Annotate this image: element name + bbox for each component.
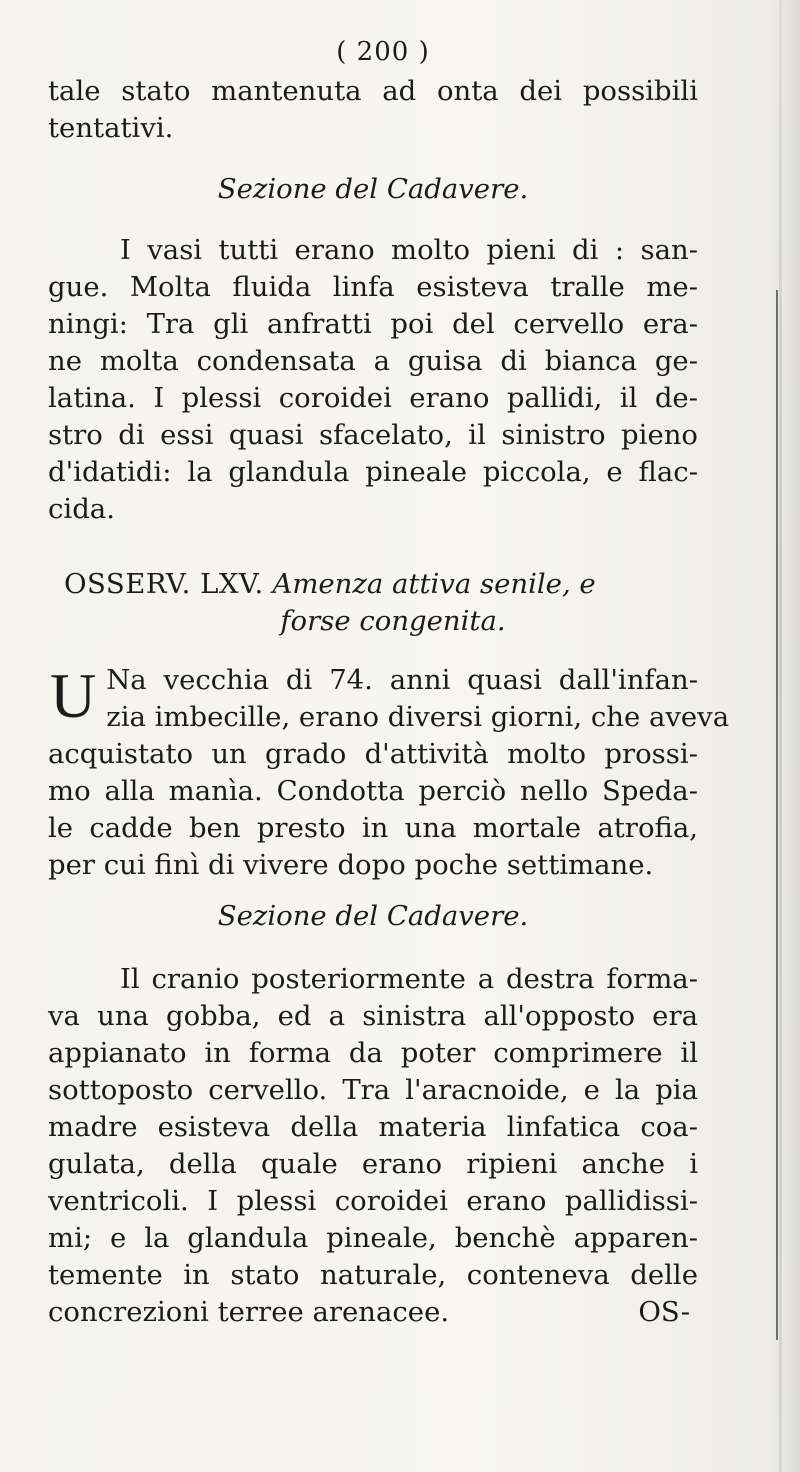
page-number: ( 200 )	[336, 37, 430, 67]
text-line: ningi: Tra gli anfratti poi del cervello era-	[48, 308, 698, 340]
page-fold	[779, 0, 782, 1472]
text-line: per cui finì di vivere dopo poche settimane.	[48, 849, 654, 881]
observation-number: OSSERV. LXV.	[64, 568, 264, 600]
text-line: stro di essi quasi sfacelato, il sinistro pieno	[48, 419, 698, 451]
text-line: d'idatidi: la glandula pineale piccola, e flac-	[48, 456, 698, 488]
observation-title-line-1: Amenza attiva senile, e	[272, 568, 596, 600]
catchword: OS-	[638, 1296, 690, 1328]
paragraph-body-3	[48, 961, 698, 1331]
text-line: appianato in forma da poter comprimere il	[48, 1037, 698, 1069]
page-text	[48, 34, 730, 1331]
text-line: va una gobba, ed a sinistra all'opposto era	[48, 1000, 698, 1032]
text-line: gulata, della quale erano ripieni anche i	[48, 1148, 698, 1180]
text-line: zia imbecille, erano diversi giorni, che aveva	[106, 701, 730, 733]
paragraph-body-1	[48, 232, 698, 528]
last-line	[48, 1294, 698, 1331]
text-line: mo alla manìa. Condotta perciò nello Speda-	[48, 775, 698, 807]
text-line: temente in stato naturale, conteneva delle	[48, 1259, 698, 1291]
text-line: Na vecchia di 74. anni quasi dall'infan-	[106, 664, 698, 696]
observation-title	[48, 566, 698, 640]
observation-title-line-2: forse congenita.	[280, 605, 506, 637]
section-heading: Sezione del Cadavere.	[217, 900, 529, 932]
text-line: gue. Molta fluida linfa esisteva tralle me-	[48, 271, 698, 303]
text-line: le cadde ben presto in una mortale atrofia,	[48, 812, 698, 844]
text-line: ventricoli. I plessi coroidei erano pallidissi-	[48, 1185, 698, 1217]
text-line: I vasi tutti erano molto pieni di : san-	[120, 234, 698, 266]
text-line: tentativi.	[48, 112, 174, 144]
page-edge-line	[776, 290, 778, 1340]
text-line: concrezioni terree arenacee.	[48, 1296, 450, 1328]
text-line: tale stato mantenuta ad onta dei possibili	[48, 75, 698, 107]
text-line: sottoposto cervello. Tra l'aracnoide, e la pia	[48, 1074, 698, 1106]
page-gutter	[782, 0, 800, 1472]
drop-cap: U	[50, 660, 97, 731]
text-line: cida.	[48, 493, 115, 525]
text-line: madre esisteva della materia linfatica coa-	[48, 1111, 698, 1143]
text-line: acquistato un grado d'attività molto prossi-	[48, 738, 698, 770]
text-line: latina. I plessi coroidei erano pallidi, il de-	[48, 382, 698, 414]
paragraph-continuation	[48, 73, 698, 147]
text-line: ne molta condensata a guisa di bianca ge-	[48, 345, 698, 377]
text-line: Il cranio posteriormente a destra forma-	[120, 963, 698, 995]
section-heading: Sezione del Cadavere.	[217, 173, 529, 205]
text-line: mi; e la glandula pineale, benchè apparen-	[48, 1222, 698, 1254]
paragraph-body-2	[48, 660, 730, 884]
